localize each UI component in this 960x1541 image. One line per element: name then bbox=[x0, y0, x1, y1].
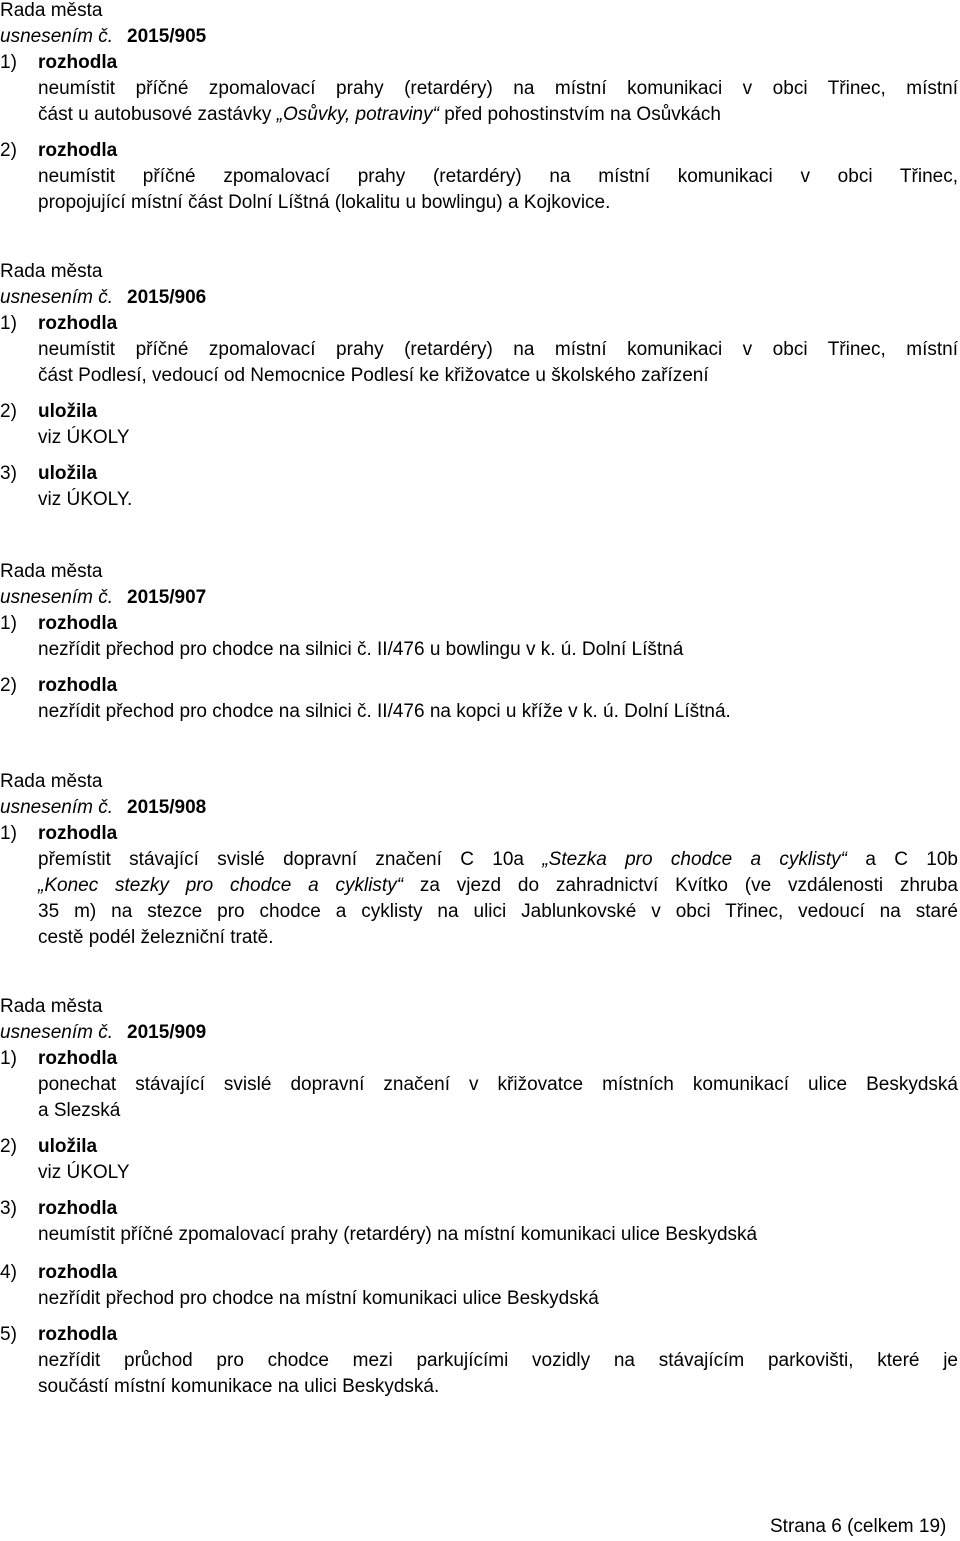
item-text: 35 m) na stezce pro chodce a cyklisty na ulici Jablunkovské v obci Třinec, vedoucí na staré bbox=[38, 901, 958, 922]
resolution-authority: Rada města bbox=[0, 261, 103, 282]
resolution-item-heading bbox=[0, 613, 117, 635]
resolution-item-heading bbox=[0, 1136, 97, 1158]
item-text: ponechat stávající svislé dopravní značení v křižovatce místních komunikací ulice Beskydská bbox=[38, 1074, 958, 1095]
item-text: součástí místní komunikace na ulici Beskydská. bbox=[38, 1376, 440, 1397]
item-text-italic: „Osůvky, potraviny“ bbox=[276, 104, 439, 125]
item-verb: uložila bbox=[38, 401, 98, 422]
item-text-line bbox=[38, 1350, 958, 1372]
resolution-item-heading bbox=[0, 313, 117, 335]
item-number: 1) bbox=[0, 613, 17, 634]
resolution-number-line bbox=[0, 587, 206, 609]
item-text: viz ÚKOLY bbox=[38, 427, 130, 448]
item-text-line bbox=[38, 701, 731, 723]
resolution-item-heading bbox=[0, 52, 117, 74]
item-text-line bbox=[38, 427, 130, 449]
resolution-item-heading bbox=[0, 1324, 117, 1346]
resolution-number-line bbox=[0, 26, 206, 48]
resolution-number-line bbox=[0, 797, 206, 819]
resolution-label: usnesením č. bbox=[0, 1022, 113, 1043]
item-verb: uložila bbox=[38, 463, 98, 484]
item-text: přemístit stávající svislé dopravní značení C 10a bbox=[38, 849, 543, 870]
item-verb: rozhodla bbox=[38, 1198, 118, 1219]
item-text: před pohostinstvím na Osůvkách bbox=[438, 104, 721, 125]
resolution-number-line bbox=[0, 287, 206, 309]
resolution-authority: Rada města bbox=[0, 0, 103, 21]
resolution-item-heading bbox=[0, 823, 117, 845]
resolution-item-heading bbox=[0, 1198, 117, 1220]
item-verb: rozhodla bbox=[38, 52, 118, 73]
item-text: cestě podél železniční tratě. bbox=[38, 927, 274, 948]
resolution-label: usnesením č. bbox=[0, 587, 113, 608]
resolution-item-heading bbox=[0, 1262, 117, 1284]
item-text: nezřídit průchod pro chodce mezi parkujícími vozidly na stávajícím parkovišti, které je bbox=[38, 1350, 958, 1371]
item-number: 2) bbox=[0, 1136, 17, 1157]
item-number: 1) bbox=[0, 1048, 17, 1069]
item-text-line bbox=[38, 1074, 958, 1096]
item-number: 2) bbox=[0, 401, 17, 422]
item-text-line bbox=[38, 1288, 599, 1310]
item-text-line bbox=[38, 339, 958, 361]
resolution-authority: Rada města bbox=[0, 996, 103, 1017]
resolution-authority: Rada města bbox=[0, 771, 103, 792]
item-verb: rozhodla bbox=[38, 1324, 118, 1345]
item-text: viz ÚKOLY. bbox=[38, 489, 133, 510]
item-text-line bbox=[38, 927, 274, 949]
resolution-number: 2015/906 bbox=[127, 287, 207, 308]
item-text: neumístit příčné zpomalovací prahy (retardéry) na místní komunikaci v obci Třinec, místní bbox=[38, 339, 958, 360]
resolution-number: 2015/908 bbox=[127, 797, 207, 818]
item-text: a C 10b bbox=[846, 849, 958, 870]
resolution-item-heading bbox=[0, 401, 97, 423]
item-text-line bbox=[38, 104, 721, 126]
item-text: část Podlesí, vedoucí od Nemocnice Podlesí ke křižovatce u školského zařízení bbox=[38, 365, 709, 386]
item-text-line bbox=[38, 875, 958, 897]
resolution-label: usnesením č. bbox=[0, 797, 113, 818]
item-text-line bbox=[38, 489, 132, 511]
item-text: nezřídit přechod pro chodce na silnici č. II/476 na kopci u kříže v k. ú. Dolní Líštná. bbox=[38, 701, 731, 722]
item-verb: rozhodla bbox=[38, 313, 118, 334]
item-verb: uložila bbox=[38, 1136, 98, 1157]
item-number: 1) bbox=[0, 823, 17, 844]
item-text: viz ÚKOLY bbox=[38, 1162, 130, 1183]
item-number: 2) bbox=[0, 675, 17, 696]
item-text: a Slezská bbox=[38, 1100, 121, 1121]
item-number: 3) bbox=[0, 463, 17, 484]
item-text-line bbox=[38, 901, 958, 923]
item-text-line bbox=[38, 1162, 130, 1184]
item-text-line bbox=[38, 1224, 757, 1246]
item-verb: rozhodla bbox=[38, 1262, 118, 1283]
resolution-item-heading bbox=[0, 1048, 117, 1070]
resolution-item-heading bbox=[0, 463, 97, 485]
item-text: část u autobusové zastávky bbox=[38, 104, 277, 125]
item-text-line bbox=[38, 166, 958, 188]
item-text: neumístit příčné zpomalovací prahy (retardéry) na místní komunikaci v obci Třinec, místní bbox=[38, 78, 958, 99]
item-number: 1) bbox=[0, 52, 17, 73]
resolution-item-heading bbox=[0, 675, 117, 697]
resolution-number-line bbox=[0, 1022, 206, 1044]
resolution-number: 2015/905 bbox=[127, 26, 207, 47]
item-text-italic: „Konec stezky pro chodce a cyklisty“ bbox=[38, 875, 404, 896]
item-number: 3) bbox=[0, 1198, 17, 1219]
resolution-number: 2015/907 bbox=[127, 587, 207, 608]
item-verb: rozhodla bbox=[38, 675, 118, 696]
item-text-line bbox=[38, 639, 683, 661]
resolution-item-heading bbox=[0, 140, 117, 162]
item-number: 4) bbox=[0, 1262, 17, 1283]
item-verb: rozhodla bbox=[38, 140, 118, 161]
item-text-line bbox=[38, 365, 709, 387]
item-text: propojující místní část Dolní Líštná (lokalitu u bowlingu) a Kojkovice. bbox=[38, 192, 611, 213]
item-text: neumístit příčné zpomalovací prahy (retardéry) na místní komunikaci v obci Třinec, bbox=[38, 166, 958, 187]
item-text-line bbox=[38, 192, 610, 214]
resolution-label: usnesením č. bbox=[0, 287, 113, 308]
item-text-line bbox=[38, 78, 958, 100]
item-text-line bbox=[38, 1376, 439, 1398]
resolution-authority: Rada města bbox=[0, 561, 103, 582]
item-text: za vjezd do zahradnictví Kvítko (ve vzdálenosti zhruba bbox=[403, 875, 958, 896]
item-text-line bbox=[38, 1100, 120, 1122]
item-text-line bbox=[38, 849, 958, 871]
item-number: 5) bbox=[0, 1324, 17, 1345]
item-number: 2) bbox=[0, 140, 17, 161]
item-number: 1) bbox=[0, 313, 17, 334]
resolution-label: usnesením č. bbox=[0, 26, 113, 47]
resolution-number: 2015/909 bbox=[127, 1022, 207, 1043]
item-verb: rozhodla bbox=[38, 1048, 118, 1069]
item-text: nezřídit přechod pro chodce na silnici č. II/476 u bowlingu v k. ú. Dolní Líštná bbox=[38, 639, 684, 660]
item-text: neumístit příčné zpomalovací prahy (retardéry) na místní komunikaci ulice Beskydská bbox=[38, 1224, 758, 1245]
page-footer: Strana 6 (celkem 19) bbox=[770, 1516, 947, 1537]
item-verb: rozhodla bbox=[38, 823, 118, 844]
item-verb: rozhodla bbox=[38, 613, 118, 634]
item-text-italic: „Stezka pro chodce a cyklisty“ bbox=[542, 849, 847, 870]
item-text: nezřídit přechod pro chodce na místní komunikaci ulice Beskydská bbox=[38, 1288, 599, 1309]
